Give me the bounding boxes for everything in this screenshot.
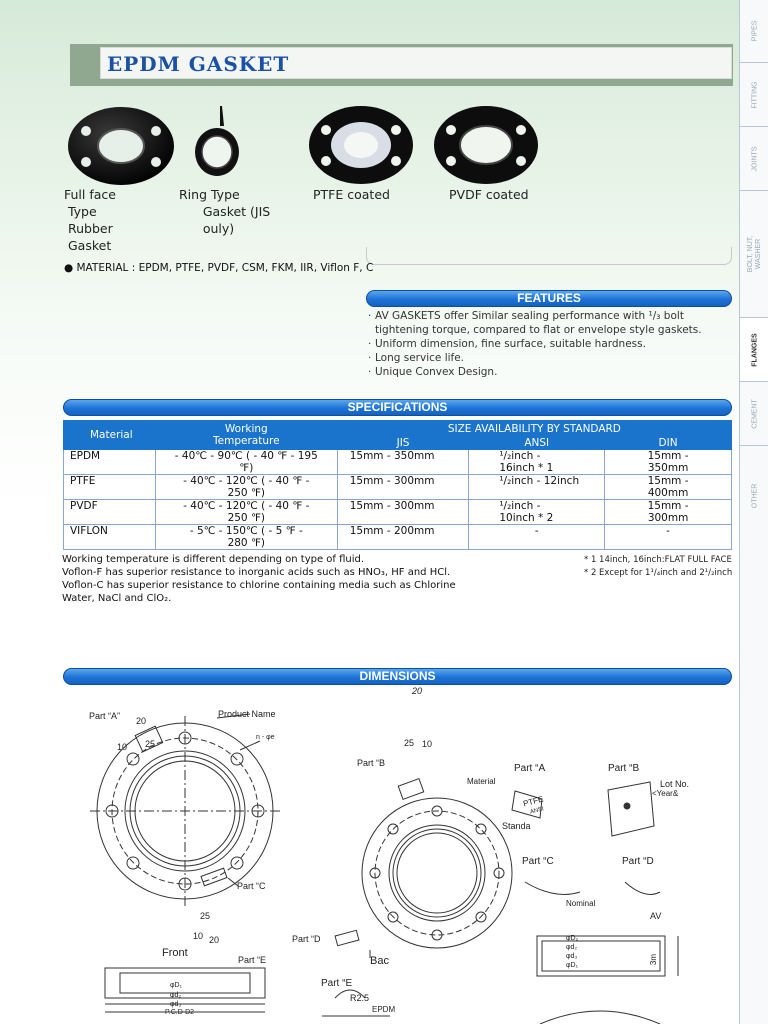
label-10a: 10: [117, 742, 128, 752]
label-part-e: Part “E: [321, 978, 353, 989]
header-temp: Working Temperature: [155, 421, 337, 450]
label-pcd: P.C.D-D2: [165, 1009, 195, 1016]
label-phi-d3-r: φd₃: [566, 953, 578, 960]
label-av: AV: [650, 911, 662, 921]
label-part-a2: Part “A: [514, 763, 546, 774]
tab-joints[interactable]: JOINTS: [740, 127, 768, 191]
footnote-1: * 1 14inch, 16inch:FLAT FULL FACE: [584, 555, 732, 565]
feature-item: · AV GASKETS offer Similar sealing performance with ¹/₃ bolt tightening torque, compared to flat or envelope style gaskets.: [368, 309, 734, 337]
page-title: EPDM GASKET: [107, 52, 290, 76]
label-phi-d3: φd₃: [170, 1001, 182, 1008]
table-row: VIFLON - 5℃ - 150℃ ( - 5 ℉ - 280 ℉) 15mm - 200mm - -: [64, 525, 732, 550]
material-line: ● MATERIAL : EPDM, PTFE, PVDF, CSM, FKM, IIR, Viflon F, C: [64, 262, 374, 274]
label-material: Material: [467, 777, 496, 786]
label-part-d2: Part “D: [622, 856, 654, 867]
table-row: PTFE - 40℃ - 120℃ ( - 40 ℉ - 250 ℉) 15mm - 300mm ¹/₂inch - 12inch 15mm - 400mm: [64, 475, 732, 500]
pvdf-coated-gasket-image: [431, 104, 541, 186]
label-n-phi-e: n - φe: [256, 734, 275, 741]
label-front: Front: [162, 947, 188, 959]
label-lot-no: Lot No.: [660, 779, 690, 789]
label-20-top: 20: [412, 686, 423, 696]
label-part-d: Part “D: [292, 934, 321, 944]
label-3m: 3m: [649, 953, 659, 966]
label-part-e-front: Part “E: [238, 955, 267, 965]
dimensions-drawing: [60, 686, 736, 1024]
label-10b: 10: [422, 739, 433, 749]
header-jis: JIS: [337, 437, 469, 450]
label-25b: 25: [404, 738, 415, 748]
label-nominal: Nominal: [566, 899, 596, 908]
header-material: Material: [64, 421, 156, 450]
feature-item: · Unique Convex Design.: [368, 365, 734, 379]
label-part-c: Part “C: [237, 881, 266, 891]
dimensions-bar: DIMENSIONS: [63, 668, 732, 685]
label-ansi: ANSI: [529, 806, 545, 816]
label-phi-d1-r: φD₁: [566, 962, 578, 969]
divider-bracket: [366, 247, 732, 265]
label-product-name: Product Name: [218, 709, 276, 719]
label-part-b2: Part “B: [608, 763, 640, 774]
specifications-bar: SPECIFICATIONS: [63, 399, 732, 416]
label-phi-d1: φD₁: [170, 982, 182, 989]
label-25c: 25: [200, 911, 211, 921]
header-din: DIN: [605, 437, 732, 450]
label-20a: 20: [136, 716, 147, 726]
table-row: PVDF - 40℃ - 120℃ ( - 40 ℉ - 250 ℉) 15mm - 300mm ¹/₂inch - 10inch * 2 15mm - 300mm: [64, 500, 732, 525]
table-row: EPDM - 40℃ - 90℃ ( - 40 ℉ - 195 ℉) 15mm - 350mm ¹/₂inch - 16inch * 1 15mm - 350mm: [64, 450, 732, 475]
label-phi-d2: φd₂: [170, 992, 182, 999]
tab-cement[interactable]: CEMENT: [740, 382, 768, 446]
notes: Working temperature is different depending on type of fluid. Voflon-F has superior resistance to inorganic acids such as HNO₃, HF and HCl. Voflon-C has superior resistance to chlorine containing media such as Chlorine Water, NaCl and ClO₂.: [62, 554, 456, 604]
footnote-2: * 2 Except for 1¹/₄inch and 2¹/₂inch: [584, 568, 733, 578]
tab-other[interactable]: OTHER: [740, 446, 768, 1024]
ptfe-coated-gasket-image: [306, 104, 416, 186]
caption-pvdf: PVDF coated: [449, 187, 529, 202]
header-ansi: ANSI: [469, 437, 605, 450]
features-list: [368, 309, 734, 379]
feature-item: · Long service life.: [368, 351, 734, 365]
header-size: SIZE AVAILABILITY BY STANDARD: [337, 421, 731, 437]
full-face-gasket-image: [66, 106, 176, 186]
title-box: [100, 47, 732, 79]
label-epdm: EPDM: [372, 1005, 396, 1014]
label-part-b: Part “B: [357, 758, 386, 768]
label-standa: Standa: [502, 821, 531, 831]
section-sidebar: [739, 0, 768, 1024]
label-20c: 20: [209, 935, 220, 945]
tab-pipes[interactable]: PIPES: [740, 0, 768, 63]
label-part-a: Part “A”: [89, 711, 121, 721]
label-phi-d2-r: φd₂: [566, 944, 578, 951]
label-ptfe: PTFE: [522, 794, 545, 809]
label-10c: 10: [193, 931, 204, 941]
label-part-c2: Part “C: [522, 856, 554, 867]
feature-item: · Uniform dimension, fine surface, suitable hardness.: [368, 337, 734, 351]
tab-flanges[interactable]: FLANGES: [740, 318, 768, 382]
caption-ring-type: Ring Type Gasket (JIS ouly): [179, 187, 271, 236]
tab-bolt-nut-washer[interactable]: BOLT, NUT, WASHER: [740, 191, 768, 318]
label-back: Bac: [370, 955, 389, 967]
label-r25: R2.5: [350, 993, 370, 1003]
caption-full-face: Full face Type Rubber Gasket: [64, 187, 116, 253]
ring-type-gasket-image: [192, 104, 242, 180]
specifications-table: [63, 420, 732, 550]
label-year: <Year&: [652, 789, 679, 798]
label-25a: 25: [145, 739, 156, 749]
tab-fitting[interactable]: FITTING: [740, 63, 768, 127]
caption-ptfe: PTFE coated: [313, 187, 390, 202]
features-bar: FEATURES: [366, 290, 732, 307]
label-phi-d0-r: φD₂: [566, 935, 579, 942]
